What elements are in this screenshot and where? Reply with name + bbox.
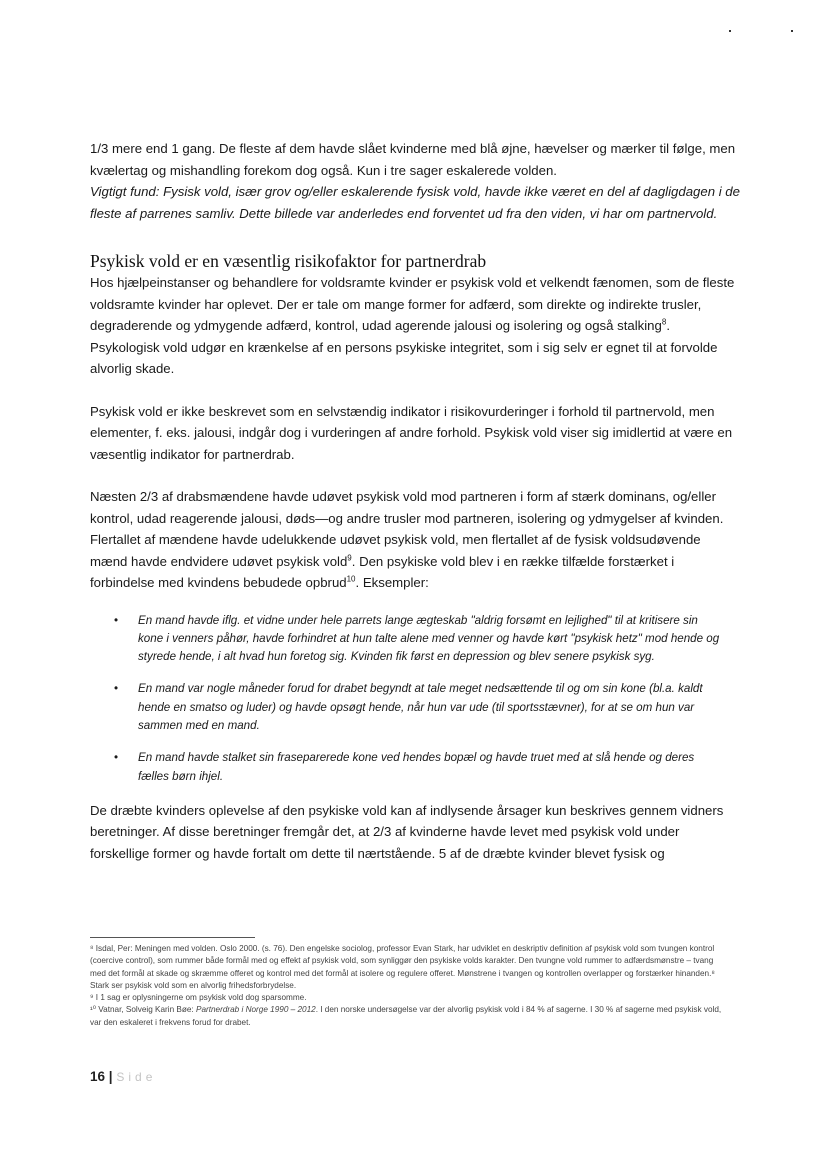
footnote-10: ¹⁰ Vatnar, Solveig Karin Bøe: Partnerdrab i Norge 1990 – 2012. I den norske undersøgelse var der alvorlig psykisk vold i 84 % af sagerne. I 30 % af sagerne med psykisk vold, var den eskaleret i frekvens forud for drabet.	[90, 1005, 722, 1027]
list-item: • En mand havde iflg. et vidne under hele parrets lange ægteskab "aldrig forsømt en lejlighed" til at kritisere sin kone i venners påhør, havde forhindret at hun talte alene med venner og havde kørt "psykisk hetz" mod hende og styrede hende, i alt hvad hun foretog sig. Kvinden fik først en depression og blev senere psykisk syg.	[114, 613, 720, 664]
key-finding: Vigtigt fund: Fysisk vold, især grov og/eller eskalerende fysisk vold, havde ikke været en del af dagligdagen i de fleste af parrenes samliv. Dette billede var anderledes end forventet ud fra den viden, vi har om partnervold.	[90, 184, 740, 221]
scan-speck	[791, 30, 793, 32]
footnote-9: ⁹ I 1 sag er oplysningerne om psykisk vold dog sparsomme.	[90, 993, 307, 1003]
footer-label: Side	[116, 1070, 157, 1084]
bullet-icon: •	[114, 751, 119, 765]
footnote-ref-10[interactable]: 10	[346, 574, 356, 584]
footer-separator: |	[108, 1069, 113, 1084]
page-body	[90, 138, 740, 864]
bullet-icon: •	[114, 682, 119, 696]
page-number: 16	[90, 1069, 106, 1084]
footnote-ref-8[interactable]: 8	[661, 317, 667, 327]
examples-list	[90, 612, 740, 786]
paragraph-perpetrators: Næsten 2/3 af drabsmændene havde udøvet psykisk vold mod partneren i form af stærk dominans, og/eller kontrol, udad reagerende jalousi, døds—og andre trusler mod partneren, isolering og ydmygelser af kvinden. Flertallet af mændene havde udelukkende udøvet psykisk vold, men flertallet af de fysisk voldsudøvende mænd havde endvidere udøvet psykisk vold$^9$. Den psykiske vold blev i en række tilfælde forstærket i forbindelse med kvindens bebudede opbrud$^{10}$. Eksempler:	[90, 489, 724, 590]
paragraph-victims: De dræbte kvinders oplevelse af den psykiske vold kan af indlysende årsager kun beskrives gennem vidners beretninger. Af disse beretninger fremgår det, at 2/3 af kvinderne havde levet med psykisk vold under forskellige former og havde fortalt om dette til nærtstående. 5 af de dræbte kvinder blevet fysisk og	[90, 802, 724, 861]
intro-paragraph: 1/3 mere end 1 gang. De fleste af dem havde slået kvinderne med blå øjne, hævelser og mærker til følge, men kvælertag og mishandling forekom dog også. Kun i tre sager eskalerede volden.	[90, 141, 736, 178]
footnote-8: ⁸ Isdal, Per: Meningen med volden. Oslo 2000. (s. 76). Den engelske sociolog, professor Evan Stark, har udviklet en deskriptiv definition af psykisk vold som tvungen kontrol (coercive control), som rummer både formål med og effekt af psykisk vold, som synliggør den psykiske volds karakter. Den tvungne vold rummer to adfærdsmønstre – tvang med det formål at skade og skræmme offeret og kontrol med det formål at isolere og regulere offeret. Mønstrene i tvangen og kontrollen overlapper og forstærker hinanden.⁸ Stark ser psykisk vold som en alvorlig frihedsforbrydelse.	[90, 944, 715, 990]
scan-speck	[729, 30, 731, 32]
list-item: • En mand var nogle måneder forud for drabet begyndt at tale meget nedsættende til og om sin kone (bl.a. kaldt hende en smatso og luder) og havde opsøgt hende, når hun var ude (til sportsstævner), for at se om hun var sammen med en mand.	[114, 682, 703, 732]
footnote-ref-9[interactable]: 9	[347, 553, 352, 563]
paragraph-risk-assessment: Psykisk vold er ikke beskrevet som en selvstændig indikator i risikovurderinger i forhold til partnervold, men elementer, f. eks. jalousi, indgår dog i vurderingen af andre forhold. Psykisk vold viser sig imidlertid at være en væsentlig indikator for partnerdrab.	[90, 403, 733, 462]
paragraph-psychological-violence: Hos hjælpeinstanser og behandlere for voldsramte kvinder er psykisk vold et velkendt fænomen, som de fleste voldsramte kvinder har oplevet. Der er tale om mange former for adfærd, som direkte og indirekte trusler, degraderende og ydmygende adfærd, kontrol, udad agerende jalousi og isolering og også stalking$^8$. Psykologisk vold udgør en krænkelse af en persons psykiske integritet, som i sig selv er egnet til at forvolde alvorlig skade.	[90, 275, 735, 376]
footnote-divider	[90, 937, 255, 938]
footnotes	[90, 943, 730, 1029]
bullet-icon: •	[114, 613, 119, 627]
page-footer	[90, 1069, 156, 1084]
section-heading: Psykisk vold er en væsentlig risikofaktor for partnerdrab	[90, 251, 487, 271]
list-item: • En mand havde stalket sin fraseparerede kone ved hendes bopæl og havde truet med at slå hende og deres fælles børn ihjel.	[114, 751, 695, 783]
